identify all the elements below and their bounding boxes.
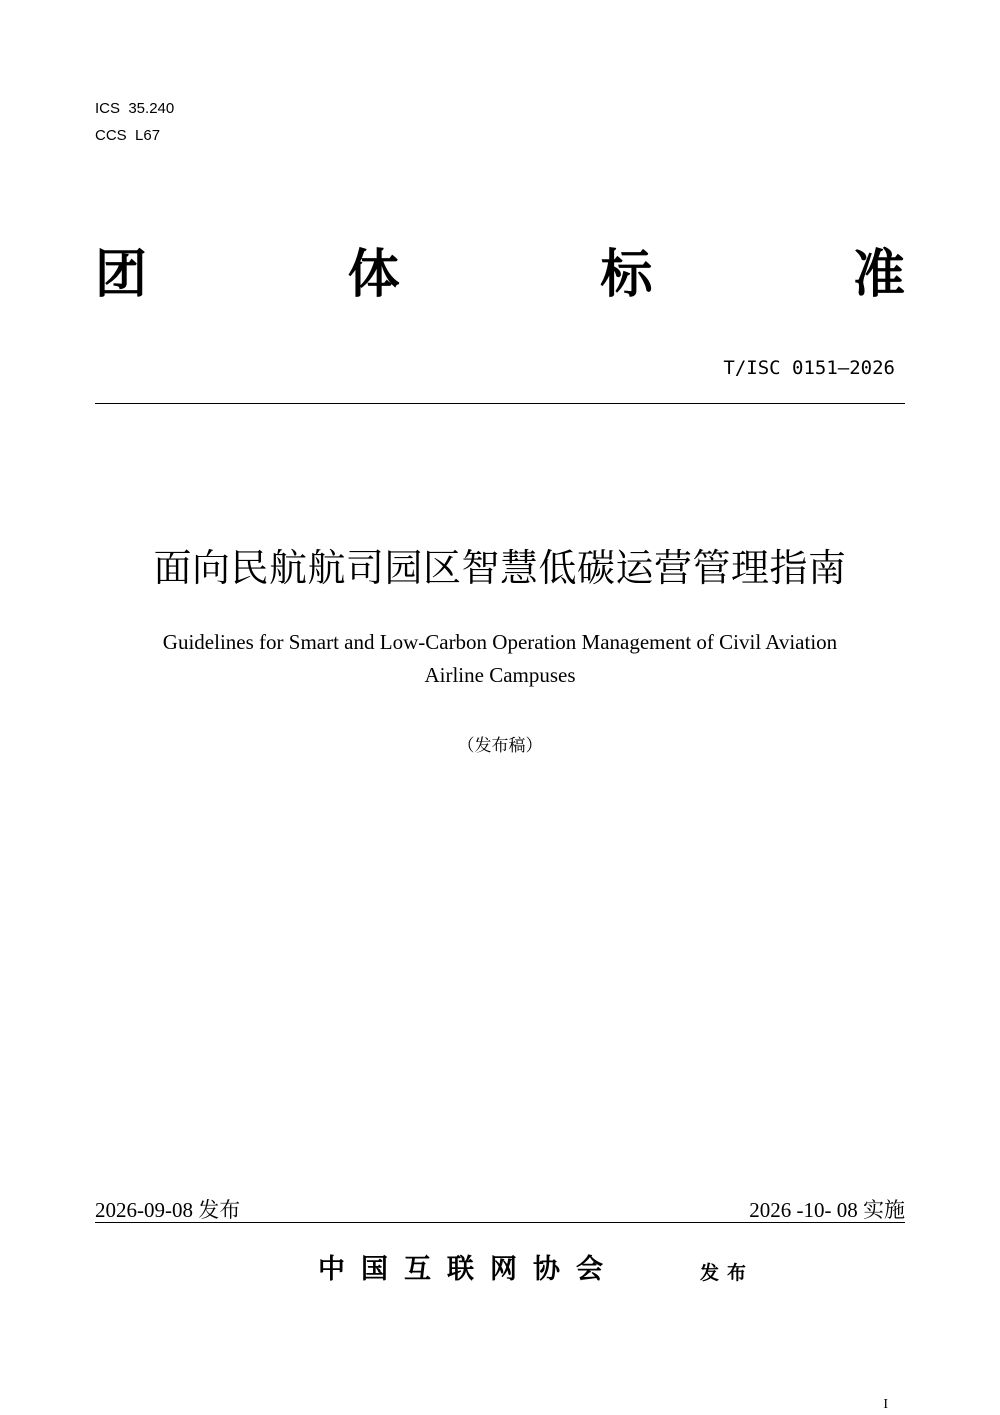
publisher-line (0, 1250, 1000, 1290)
standard-type-heading (95, 240, 905, 310)
standard-type-char: 体 (347, 245, 400, 305)
bottom-divider (95, 1222, 905, 1223)
issue-date: 2026-09-08 发布 (95, 1198, 241, 1222)
ccs-code: CCS L67 (95, 127, 161, 144)
standard-type-char: 准 (852, 245, 905, 305)
document-title-chinese: 面向民航航司园区智慧低碳运营管理指南 (153, 546, 847, 590)
title-english-line: Guidelines for Smart and Low-Carbon Operation Management of Civil Aviation (162, 630, 838, 654)
document-title-english (100, 626, 900, 692)
implementation-date: 2026 -10- 08 实施 (749, 1198, 905, 1222)
ics-code: ICS 35.240 (95, 100, 175, 117)
standard-type-char: 标 (600, 245, 653, 305)
standard-number: T/ISC 0151—2026 (723, 357, 895, 379)
publisher-name: 中国互联网协会 (318, 1254, 619, 1285)
draft-status: （发布稿） (457, 736, 543, 756)
publisher-suffix: 发布 (700, 1262, 755, 1284)
standard-type-char: 团 (95, 245, 148, 305)
top-divider (95, 403, 905, 404)
title-english-line: Airline Campuses (424, 663, 576, 687)
page-number: I (883, 1397, 888, 1412)
